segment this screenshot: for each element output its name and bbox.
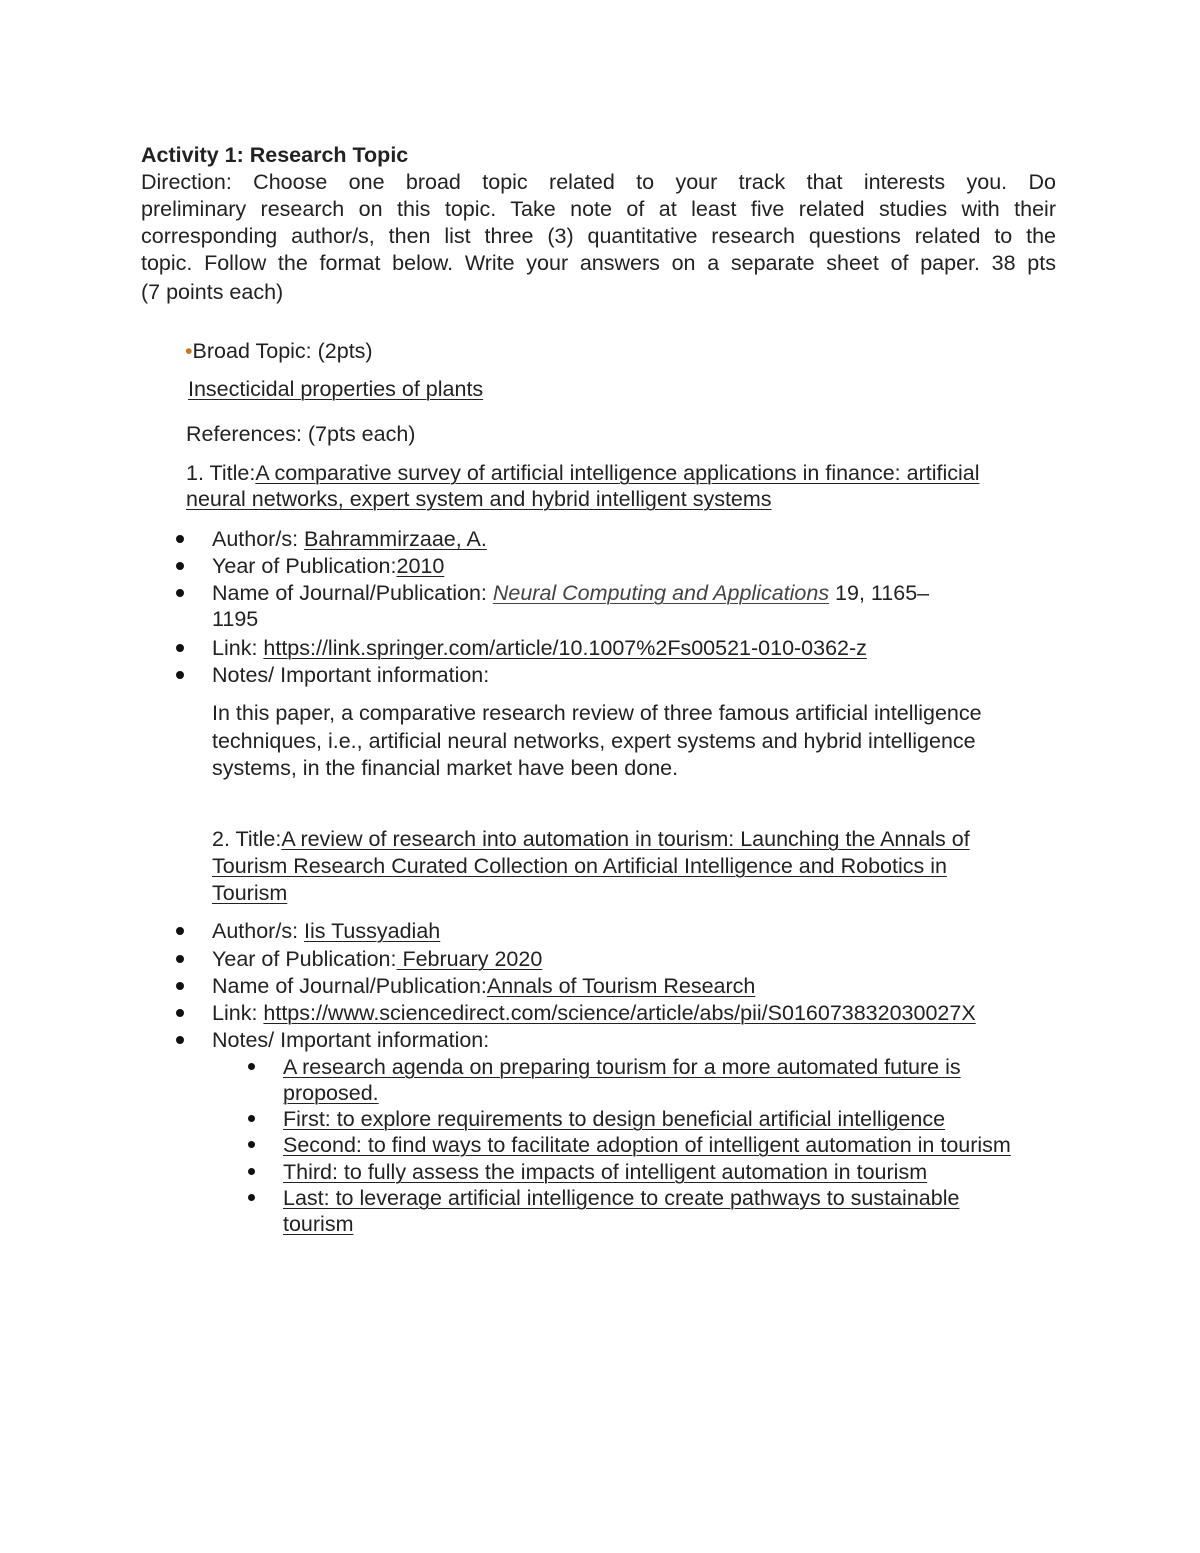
ref2-note-1-line1: A research agenda on preparing tourism for a more automated future is [283, 1055, 961, 1079]
sub-bullet-dot [248, 1115, 255, 1122]
ref2-notes-label: Notes/ Important information: [212, 1028, 490, 1052]
bullet-dot [176, 1009, 184, 1017]
broad-topic-label [185, 339, 373, 364]
bullet-dot [176, 982, 184, 990]
references-label: References: (7pts each) [186, 422, 416, 446]
ref1-title [186, 461, 980, 486]
bullet-dot [176, 562, 184, 570]
ref1-link-label: Link: [212, 636, 264, 660]
sub-bullet-dot [248, 1141, 255, 1148]
ref1-title-line1: A comparative survey of artificial intelligence applications in finance: artificial [255, 461, 980, 485]
ref2-title [212, 827, 970, 852]
ref1-year-value: 2010 [396, 554, 445, 578]
direction-line-3: corresponding author/s, then list three (3) quantitative research questions related to the [141, 224, 1056, 248]
sub-bullet-dot [248, 1063, 255, 1070]
ref2-link [212, 1001, 976, 1026]
ref1-title-prefix: 1. Title: [186, 461, 256, 485]
ref1-journal [212, 581, 929, 606]
ref2-title-prefix: 2. Title: [212, 827, 282, 851]
activity-heading: Activity 1: Research Topic [141, 143, 409, 167]
ref1-journal-extra2: 1195 [212, 607, 259, 631]
ref1-journal-extra: 19, 1165– [829, 581, 930, 605]
ref2-journal-label: Name of Journal/Publication: [212, 974, 487, 998]
ref1-link-url[interactable]: https://link.springer.com/article/10.1007%2Fs00521-010-0362-z [263, 636, 867, 660]
ref2-year-label: Year of Publication: [212, 947, 397, 971]
ref2-note-4: Third: to fully assess the impacts of intelligent automation in tourism [283, 1160, 928, 1184]
ref2-author-label: Author/s: [212, 919, 305, 943]
ref2-note-2: First: to explore requirements to design beneficial artificial intelligence [283, 1107, 946, 1131]
bullet-dot [176, 671, 184, 679]
ref2-note-1-line2: proposed. [283, 1081, 379, 1105]
bullet-dot [176, 589, 184, 597]
ref1-notes-line-2: techniques, i.e., artificial neural networks, expert systems and hybrid intelligence [212, 729, 976, 753]
ref2-author-value: Iis Tussyadiah [304, 919, 441, 943]
bullet-dot [176, 535, 184, 543]
sub-bullet-dot [248, 1194, 255, 1201]
bullet-dot [176, 955, 184, 963]
direction-line-1: Direction: Choose one broad topic related to your track that interests you. Do [141, 170, 1056, 194]
ref2-note-3: Second: to find ways to facilitate adoption of intelligent automation in tourism [283, 1133, 1011, 1157]
ref2-title-line3: Tourism [212, 881, 288, 905]
ref1-author-value: Bahrammirzaae, A. [304, 527, 487, 551]
broad-topic-value: Insecticidal properties of plants [188, 377, 484, 401]
broad-topic-marker: • [185, 339, 193, 363]
ref1-link [212, 636, 867, 661]
direction-line-2: preliminary research on this topic. Take note of at least five related studies with their [141, 197, 1056, 221]
ref1-year [212, 554, 444, 579]
ref2-journal-value: Annals of Tourism Research [486, 974, 756, 998]
ref2-note-5-line2: tourism [283, 1212, 354, 1236]
ref1-notes-line-1: In this paper, a comparative research review of three famous artificial intelligence [212, 701, 982, 725]
ref2-title-line1: A review of research into automation in tourism: Launching the Annals of [281, 827, 970, 851]
direction-line-4: topic. Follow the format below. Write your answers on a separate sheet of paper. 38 pts [141, 251, 1056, 275]
ref1-journal-label: Name of Journal/Publication: [212, 581, 493, 605]
ref2-author [212, 919, 440, 944]
sub-bullet-dot [248, 1168, 255, 1175]
ref1-notes-label: Notes/ Important information: [212, 663, 490, 687]
ref1-author-label: Author/s: [212, 527, 305, 551]
direction-line-5: (7 points each) [141, 280, 284, 304]
broad-topic-label-text: Broad Topic: (2pts) [192, 339, 373, 363]
ref1-notes-line-3: systems, in the financial market have been done. [212, 756, 679, 780]
ref1-journal-value[interactable]: Neural Computing and Applications [492, 581, 830, 605]
ref2-title-line2: Tourism Research Curated Collection on Artificial Intelligence and Robotics in [212, 854, 947, 878]
ref1-title-line2: neural networks, expert system and hybrid intelligent systems [186, 487, 772, 511]
ref2-journal [212, 974, 755, 999]
ref2-note-5-line1: Last: to leverage artificial intelligence to create pathways to sustainable [283, 1186, 960, 1210]
bullet-dot [176, 644, 184, 652]
ref1-author [212, 527, 487, 552]
ref2-year [212, 947, 542, 972]
ref2-year-value: February 2020 [396, 947, 543, 971]
ref2-link-label: Link: [212, 1001, 264, 1025]
ref2-link-url[interactable]: https://www.sciencedirect.com/science/article/abs/pii/S016073832030027X [263, 1001, 976, 1025]
bullet-dot [176, 927, 184, 935]
ref1-year-label: Year of Publication: [212, 554, 397, 578]
bullet-dot [176, 1036, 184, 1044]
